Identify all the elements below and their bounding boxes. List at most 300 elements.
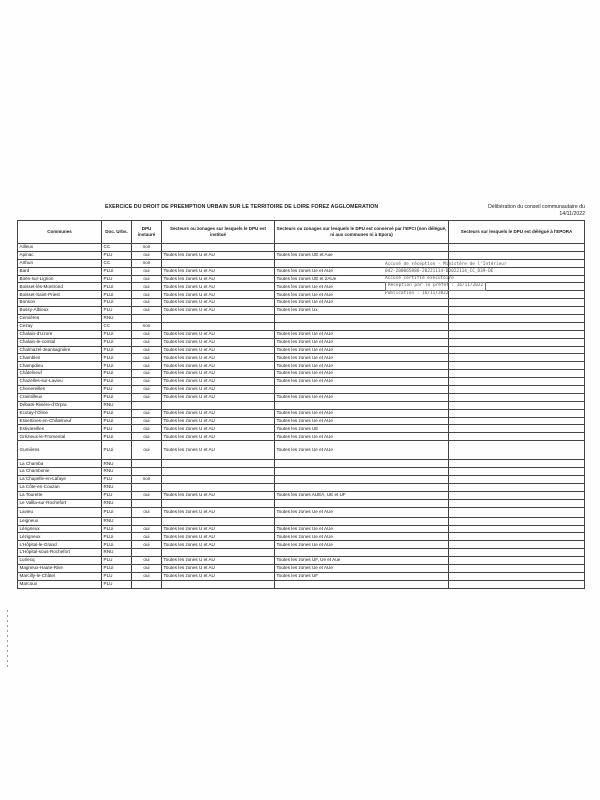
cell-secteurs [162,244,275,252]
table-row [18,417,585,425]
cell-commune: La Chapelle-en-Lafaye [18,476,102,484]
cell-dpu [132,549,162,557]
cell-epci: Toutes les zones Ue et AUe [275,291,449,299]
cell-commune: Marcilly-le-Châtel [18,572,102,580]
cell-secteurs [162,499,275,507]
cell-epora [449,322,585,330]
cell-secteurs [162,315,275,323]
cell-commune: L'Hôpital-sous-Rochefort [18,549,102,557]
cell-epora [449,307,585,315]
cell-doc-urbs: RNU [102,499,132,507]
table-row [18,338,585,346]
table-row [18,409,585,417]
cell-epci [275,322,449,330]
cell-epora [449,507,585,517]
cell-epci: Toutes les zones UF, Ue et Aue [275,557,449,565]
table-row [18,572,585,580]
cell-doc-urbs: PLUi [102,330,132,338]
margin-mark [7,610,8,670]
cell-epci: Toutes les zones Ue et AUe [275,354,449,362]
cell-epora [449,417,585,425]
cell-epci [275,460,449,468]
table-row [18,460,585,468]
cell-secteurs: Toutes les zones U et AU [162,393,275,401]
table-row [18,564,585,572]
cell-commune: Apinac [18,251,102,259]
cell-epora [449,370,585,378]
cell-secteurs: Toutes les zones U et AU [162,267,275,275]
table-row [18,533,585,541]
cell-secteurs: Toutes les zones U et AU [162,251,275,259]
cell-doc-urbs: PLU [102,476,132,484]
header-secteurs: Secteurs ou zonages sur lesquels le DPU est institué [162,221,275,244]
cell-commune: Leigneux [18,517,102,525]
table-row [18,468,585,476]
cell-doc-urbs: PLUi [102,283,132,291]
cell-epora [449,346,585,354]
cell-secteurs [162,468,275,476]
cell-epci: Toutes les zones Ue et AUe [275,541,449,549]
cell-doc-urbs: PLU [102,572,132,580]
cell-epci: Toutes les zones Ue et AUe [275,393,449,401]
table-row [18,307,585,315]
cell-doc-urbs: PLUi [102,338,132,346]
table-row [18,401,585,409]
cell-secteurs [162,517,275,525]
cell-commune: La Côte-en-Couzan [18,483,102,491]
cell-dpu: oui [132,267,162,275]
table-row [18,346,585,354]
cell-doc-urbs: PLU [102,386,132,394]
table-row [18,299,585,307]
cell-doc-urbs: PLUi [102,346,132,354]
cell-epora [449,517,585,525]
cell-epci: Toutes les zones Ue et AUe [275,433,449,441]
cell-commune: Grézieux-le-Fromental [18,433,102,441]
cell-epora [449,533,585,541]
cell-epora [449,468,585,476]
cell-doc-urbs: PLUi [102,370,132,378]
table-row [18,549,585,557]
cell-dpu: non [132,244,162,252]
cell-epora [449,460,585,468]
cell-epora [449,378,585,386]
cell-dpu [132,517,162,525]
cell-secteurs: Toutes les zones U et AU [162,299,275,307]
cell-secteurs: Toutes les zones U et AU [162,525,275,533]
cell-epora [449,564,585,572]
cell-commune: La Chamba [18,460,102,468]
cell-dpu: oui [132,409,162,417]
cell-epora [449,251,585,259]
cell-dpu: non [132,476,162,484]
table-row [18,362,585,370]
cell-epci: Toutes les zones Ue et AUe [275,417,449,425]
cell-doc-urbs: RNU [102,549,132,557]
table-row [18,251,585,259]
cell-epora [449,557,585,565]
cell-secteurs: Toutes les zones U et AU [162,557,275,565]
header-epora: Secteurs sur lesquels le DPU est délégué à l'EPORA [449,221,585,244]
cell-dpu [132,580,162,588]
cell-epora [449,549,585,557]
cell-epci: Toutes les zones Ue et AUe [275,267,449,275]
cell-dpu: oui [132,251,162,259]
cell-commune: Lérigneux [18,525,102,533]
cell-epci [275,476,449,484]
deliberation-date [470,204,585,218]
cell-doc-urbs: PLU [102,307,132,315]
cell-epci [275,244,449,252]
cell-epora [449,441,585,460]
cell-epora [449,409,585,417]
cell-epci: Toutes les zones UE et Aue [275,251,449,259]
cell-dpu: oui [132,283,162,291]
cell-epci: Toutes les zones UF [275,572,449,580]
cell-doc-urbs: PLUi [102,417,132,425]
cell-epci [275,499,449,507]
cell-doc-urbs: PLUi [102,362,132,370]
cell-doc-urbs: RNU [102,517,132,525]
cell-epci: Toutes les zones Ue et AUe [275,346,449,354]
cell-doc-urbs: PLUi [102,267,132,275]
cell-secteurs [162,476,275,484]
cell-secteurs: Toutes les zones U et AU [162,354,275,362]
cell-dpu: oui [132,572,162,580]
cell-epci: Toutes les zones Ue et AUe [275,564,449,572]
table-row [18,525,585,533]
cell-secteurs: Toutes les zones U et AU [162,291,275,299]
cell-secteurs: Toutes les zones U et AU [162,283,275,291]
cell-epci: Toutes les zones Ue et AUe [275,409,449,417]
cell-commune: Chenereilles [18,386,102,394]
cell-epci: Toutes les zones Ue et AUe [275,283,449,291]
cell-secteurs: Toutes les zones U et AU [162,378,275,386]
cell-dpu [132,499,162,507]
cell-secteurs [162,580,275,588]
cell-commune: Boisset-lès-Montrond [18,283,102,291]
cell-commune: La Tourette [18,491,102,499]
cell-commune: Champdieu [18,362,102,370]
cell-dpu: oui [132,346,162,354]
cell-secteurs: Toutes les zones U et AU [162,409,275,417]
cell-secteurs: Toutes les zones U et AU [162,491,275,499]
cell-dpu [132,468,162,476]
table-row [18,483,585,491]
cell-dpu: oui [132,386,162,394]
cell-epci [275,315,449,323]
cell-commune: Essertines-en-Châtelneuf [18,417,102,425]
cell-epci [275,517,449,525]
header-doc-urbs: Doc. Urbs. [102,221,132,244]
cell-epci [275,401,449,409]
cell-commune: Ailleux [18,244,102,252]
cell-epora [449,499,585,507]
table-row [18,386,585,394]
cell-doc-urbs: PLUi [102,507,132,517]
cell-commune: Le Vallla-sur-Rochefort [18,499,102,507]
cell-epci: Toutes les zones Ue et AUe [275,338,449,346]
cell-commune: Gumières [18,441,102,460]
table-row [18,476,585,484]
cell-epci: Toutes les zones Ue et AUe [275,330,449,338]
header-epci: Secteurs ou zonages sur lesquels le DPU est conservé par l'EPCI (non délégué, ni aux communes ni à Epora) [275,221,449,244]
cell-epci [275,549,449,557]
cell-secteurs: Toutes les zones U et AU [162,330,275,338]
cell-epci [275,483,449,491]
cell-commune: Bonson [18,299,102,307]
stamp-line: Publication : 16/11/2022 [385,291,449,297]
deliberation-date-value: 14/11/2022 [559,211,585,217]
cell-secteurs: Toutes les zones U et AU [162,541,275,549]
cell-dpu: oui [132,533,162,541]
cell-secteurs: Toutes les zones U et AU [162,338,275,346]
cell-epora [449,483,585,491]
cell-secteurs: Toutes les zones U et AU [162,433,275,441]
cell-epora [449,476,585,484]
table-row [18,393,585,401]
cell-epora [449,386,585,394]
stamp-line: 042-200065886-20221114-D2022114_CC_D39-DE [385,268,494,274]
cell-epora [449,299,585,307]
cell-commune: Cervières [18,315,102,323]
document-title: EXERCICE DU DROIT DE PREEMPTION URBAIN SUR LE TERRITOIRE DE LOIRE FOREZ AGGLOMERATION [105,204,379,210]
cell-doc-urbs: RNU [102,401,132,409]
cell-epci: Toutes les zones Ux [275,307,449,315]
cell-doc-urbs: PLUi [102,299,132,307]
cell-dpu: oui [132,354,162,362]
cell-dpu: oui [132,541,162,549]
cell-epora [449,580,585,588]
cell-secteurs: Toutes les zones U et AU [162,572,275,580]
cell-dpu: oui [132,275,162,283]
table-row [18,354,585,362]
stamp-line [385,282,550,291]
cell-secteurs [162,259,275,267]
cell-dpu: oui [132,338,162,346]
cell-doc-urbs: PLU [102,491,132,499]
cell-epci: Toutes les zones UE et 2AUe [275,275,449,283]
cell-dpu: oui [132,441,162,460]
table-row [18,330,585,338]
cell-commune: Estivareilles [18,425,102,433]
cell-secteurs [162,401,275,409]
cell-epci: Toutes les zones AUEA, UE et UF [275,491,449,499]
table-row [18,425,585,433]
cell-doc-urbs: CC [102,322,132,330]
stamp-box: Réception par le préfet : 16/11/2022 [385,282,486,291]
cell-secteurs: Toutes les zones U et AU [162,564,275,572]
cell-dpu [132,315,162,323]
cell-commune: Débats-Rivière-d'Orpra [18,401,102,409]
cell-epci: Toutes les zones Ue et AUe [275,299,449,307]
cell-doc-urbs: PLU [102,580,132,588]
cell-dpu: oui [132,433,162,441]
cell-epci: Toutes les zones Ue et AUe [275,441,449,460]
cell-commune: Ecotay-l'Olme [18,409,102,417]
cell-doc-urbs: PLU [102,275,132,283]
cell-doc-urbs: PLUi [102,378,132,386]
cell-secteurs: Toutes les zones U et AU [162,275,275,283]
cell-secteurs [162,460,275,468]
table-header-row [18,221,585,244]
cell-secteurs [162,322,275,330]
header-dpu: DPU instauré [132,221,162,244]
cell-commune: Arthun [18,259,102,267]
cell-dpu: oui [132,370,162,378]
cell-dpu: oui [132,507,162,517]
cell-epci: Toutes les zones UE [275,425,449,433]
cell-dpu: oui [132,425,162,433]
cell-doc-urbs: RNU [102,483,132,491]
cell-doc-urbs: RNU [102,468,132,476]
table-row [18,433,585,441]
cell-doc-urbs: PLUi [102,409,132,417]
cell-doc-urbs: PLU [102,557,132,565]
cell-commune: Marcoux [18,580,102,588]
cell-doc-urbs: CC [102,244,132,252]
cell-epora [449,572,585,580]
cell-epci: Toutes les zones Ue et AUe [275,362,449,370]
cell-secteurs [162,549,275,557]
cell-epora [449,525,585,533]
table-row [18,491,585,499]
cell-secteurs: Toutes les zones U et AU [162,346,275,354]
cell-dpu: oui [132,393,162,401]
cell-epci: Toutes les zones Ue et AUe [275,378,449,386]
cell-doc-urbs: PLUi [102,393,132,401]
cell-dpu: oui [132,362,162,370]
cell-commune: Chazelles-sur-Lavieu [18,378,102,386]
cell-dpu: oui [132,299,162,307]
cell-commune: Cezay [18,322,102,330]
cell-secteurs: Toutes les zones U et AU [162,370,275,378]
cell-commune: Lézigneux [18,533,102,541]
table-row [18,499,585,507]
cell-dpu: oui [132,417,162,425]
cell-commune: Luriecq [18,557,102,565]
cell-doc-urbs: PLU [102,251,132,259]
cell-commune: Craintilleux [18,393,102,401]
cell-secteurs [162,483,275,491]
table-row [18,378,585,386]
reception-stamp [385,262,550,298]
cell-doc-urbs: CC [102,259,132,267]
cell-doc-urbs: PLUi [102,291,132,299]
cell-secteurs: Toutes les zones U et AU [162,307,275,315]
cell-dpu: oui [132,307,162,315]
cell-dpu: non [132,322,162,330]
cell-commune: Magneux-Haute-Rive [18,564,102,572]
cell-dpu: oui [132,491,162,499]
cell-epci [275,386,449,394]
cell-epora [449,338,585,346]
cell-epci: Toutes les zones Ue et AUe [275,370,449,378]
table-row [18,315,585,323]
table-row [18,244,585,252]
cell-epora [449,362,585,370]
cell-commune: Bard [18,267,102,275]
cell-dpu: oui [132,525,162,533]
cell-epora [449,541,585,549]
cell-commune: Lavieu [18,507,102,517]
header-communes: Communes [18,221,102,244]
cell-commune: Chalain-d'Uzore [18,330,102,338]
cell-epora [449,491,585,499]
cell-doc-urbs: RNU [102,460,132,468]
cell-epora [449,315,585,323]
cell-dpu: non [132,259,162,267]
cell-secteurs: Toutes les zones U et AU [162,362,275,370]
cell-dpu: oui [132,564,162,572]
cell-dpu: oui [132,557,162,565]
cell-doc-urbs: PLUi [102,564,132,572]
cell-epora [449,433,585,441]
deliberation-label: Délibération du conseil communautaire du [488,204,585,210]
cell-doc-urbs: RNU [102,315,132,323]
cell-commune: L'Hôpital-le-Grand [18,541,102,549]
table-row [18,322,585,330]
cell-commune: Chalmazel-Jeansagnière [18,346,102,354]
cell-dpu: oui [132,291,162,299]
cell-doc-urbs: PLUi [102,525,132,533]
cell-epora [449,401,585,409]
cell-doc-urbs: PLUi [102,354,132,362]
cell-secteurs: Toutes les zones U et AU [162,533,275,541]
cell-epci: Toutes les zones Ue et AUe [275,525,449,533]
table-row [18,507,585,517]
cell-doc-urbs: PLUi [102,533,132,541]
cell-commune: Chalain-le-comtal [18,338,102,346]
cell-commune: La Chambonie [18,468,102,476]
cell-dpu [132,401,162,409]
cell-doc-urbs: PLUi [102,433,132,441]
cell-commune: Châtelneuf [18,370,102,378]
cell-secteurs: Toutes les zones U et AU [162,417,275,425]
cell-epci: Toutes les zones Ue et AUe [275,533,449,541]
stamp-line: Accusé de réception - Ministère de l'Intérieur [385,262,507,267]
stamp-line: Accusé certifié exécutoire [385,275,454,281]
cell-dpu [132,460,162,468]
cell-dpu: oui [132,330,162,338]
cell-epora [449,330,585,338]
cell-dpu: oui [132,378,162,386]
table-row [18,370,585,378]
cell-doc-urbs: PLU [102,425,132,433]
cell-epci [275,468,449,476]
cell-epci [275,580,449,588]
cell-secteurs: Toutes les zones U et AU [162,386,275,394]
cell-epci: Toutes les zones Ue et AUe [275,507,449,517]
table-row [18,517,585,525]
table-row [18,557,585,565]
cell-epora [449,425,585,433]
cell-commune: Chambles [18,354,102,362]
cell-doc-urbs: PLUi [102,441,132,460]
cell-secteurs: Toutes les zones U et AU [162,425,275,433]
table-row [18,580,585,588]
cell-epora [449,393,585,401]
cell-doc-urbs: PLUi [102,541,132,549]
cell-commune: Boisset-Saint-Priest [18,291,102,299]
table-row [18,441,585,460]
cell-dpu [132,483,162,491]
cell-commune: Bussy-Albieux [18,307,102,315]
cell-commune: Boën-sur-Lignon [18,275,102,283]
table-row [18,541,585,549]
cell-secteurs: Toutes les zones U et AU [162,507,275,517]
cell-epora [449,244,585,252]
